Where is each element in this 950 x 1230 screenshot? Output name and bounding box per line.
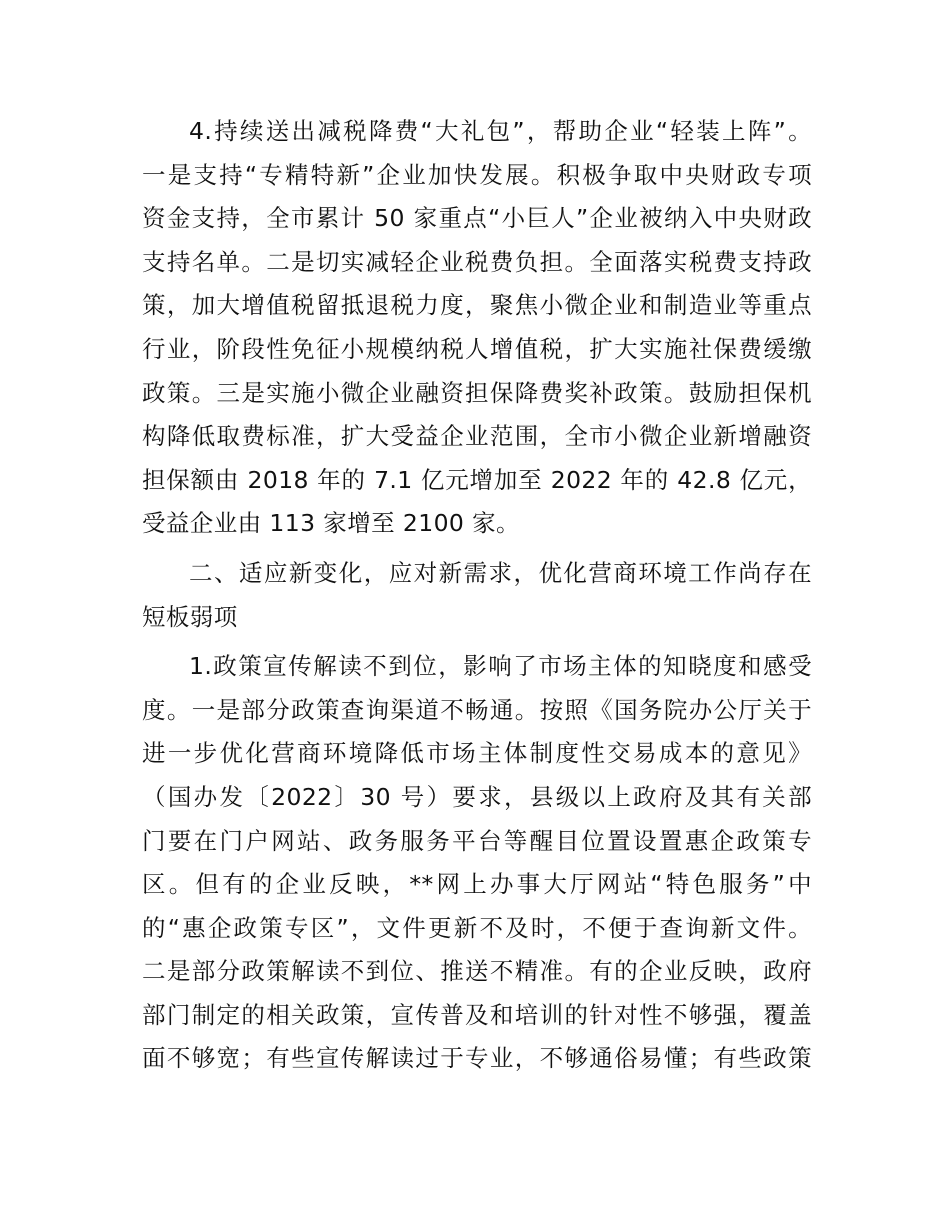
text-line: 二、适应新变化，应对新需求，优化营商环境工作尚存在 [189,558,812,587]
text-line: 1.政策宣传解读不到位，影响了市场主体的知晓度和感受 [189,652,812,681]
text-line: 受益企业由 113 家增至 2100 家。 [142,509,520,538]
text-line: 构降低取费标准，扩大受益企业范围，全市小微企业新增融资 [142,422,812,451]
text-line: 短板弱项 [142,602,238,631]
section-heading [142,552,812,639]
text-line: 一是支持“专精特新”企业加快发展。积极争取中央财政专项 [142,160,812,189]
text-line: 进一步优化营商环境降低市场主体制度性交易成本的意见》 [142,739,812,768]
paragraph-tax-reduction [142,110,812,546]
text-line: （国办发〔2022〕30 号）要求，县级以上政府及其有关部 [142,782,812,811]
text-line: 二是部分政策解读不到位、推送不精准。有的企业反映，政府 [142,957,812,986]
paragraph-policy-publicity [142,645,812,1081]
text-line: 4.持续送出减税降费“大礼包”，帮助企业“轻装上阵”。 [189,117,812,145]
text-line: 度。一是部分政策查询渠道不畅通。按照《国务院办公厅关于 [142,695,812,724]
text-line: 面不够宽；有些宣传解读过于专业，不够通俗易懂；有些政策 [142,1044,812,1073]
text-line: 的“惠企政策专区”，文件更新不及时，不便于查询新文件。 [142,913,812,942]
text-line: 政策。三是实施小微企业融资担保降费奖补政策。鼓励担保机 [142,378,812,407]
text-line: 资金支持，全市累计 50 家重点“小巨人”企业被纳入中央财政 [142,204,812,233]
text-line: 支持名单。二是切实减轻企业税费负担。全面落实税费支持政 [142,247,812,276]
text-line: 部门制定的相关政策，宣传普及和培训的针对性不够强，覆盖 [142,1000,812,1029]
text-line: 行业，阶段性免征小规模纳税人增值税，扩大实施社保费缓缴 [142,334,812,363]
document-body [142,110,812,1081]
text-line: 担保额由 2018 年的 7.1 亿元增加至 2022 年的 42.8 亿元， [142,465,812,494]
text-line: 区。但有的企业反映，**网上办事大厅网站“特色服务”中 [142,870,812,899]
text-line: 门要在门户网站、政务服务平台等醒目位置设置惠企政策专 [142,826,812,855]
text-line: 策，加大增值税留抵退税力度，聚焦小微企业和制造业等重点 [142,291,812,320]
